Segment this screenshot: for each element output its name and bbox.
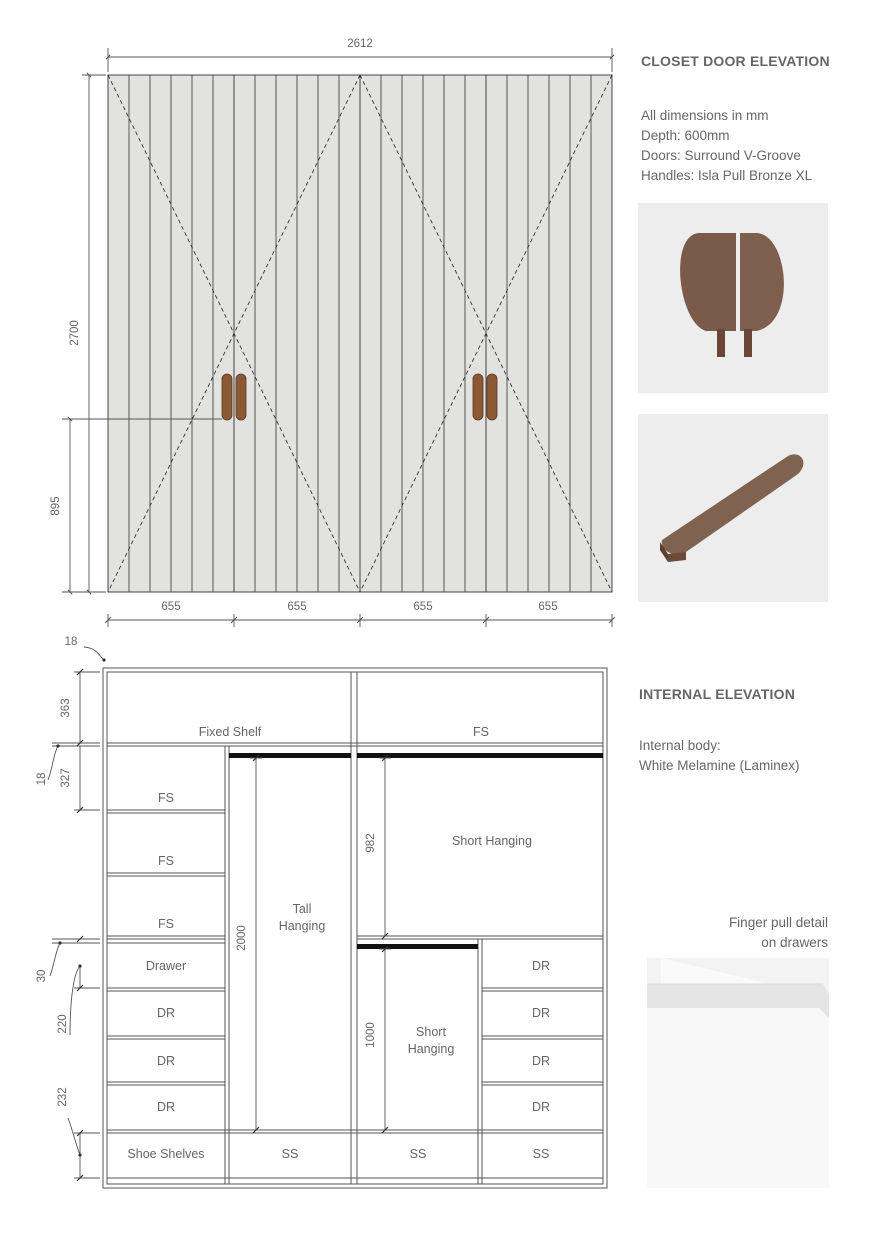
label-fs-1: FS — [158, 791, 174, 805]
dim-overall-height — [82, 75, 106, 592]
label-dr-right-1: DR — [531, 959, 551, 973]
note-handles: Handles: Isla Pull Bronze XL — [641, 168, 813, 183]
note-depth: Depth: 600mm — [641, 128, 730, 143]
dim-overall-width — [108, 48, 612, 72]
label-dr-right-3: DR — [531, 1054, 551, 1068]
internal-elevation-notes — [639, 736, 800, 776]
dim-top-height-label: 363 — [60, 698, 72, 718]
dim-bottom-height-label: 232 — [57, 1087, 69, 1107]
dim-handle-height-label: 895 — [50, 496, 62, 516]
label-ss-1: SS — [281, 1147, 299, 1161]
internal-elevation-title: INTERNAL ELEVATION — [639, 686, 796, 702]
note-doors: Doors: Surround V-Groove — [641, 148, 801, 163]
dim-thickness-label: 18 — [64, 636, 78, 648]
dim-tall-hanging-label: 2000 — [236, 925, 248, 951]
label-shoe-shelves: Shoe Shelves — [127, 1147, 205, 1161]
note-material: White Melamine (Laminex) — [639, 758, 800, 773]
label-short-hanging-split-1: Short — [416, 1025, 446, 1039]
label-fixed-shelf: Fixed Shelf — [198, 725, 262, 739]
dim-overall-height-label: 2700 — [69, 320, 81, 346]
finger-pull-note-line-1: Finger pull detail — [728, 915, 828, 930]
finger-pull-note — [729, 913, 828, 953]
dim-door-width-4: 655 — [538, 601, 558, 613]
dim-door-width-2: 655 — [287, 601, 307, 613]
handle-side-image — [638, 414, 828, 602]
door-elevation-title: CLOSET DOOR ELEVATION — [641, 53, 830, 69]
handle-photo-front — [638, 203, 828, 393]
leader-dots — [56, 658, 105, 1156]
label-tall-hanging-2: Hanging — [278, 919, 326, 933]
label-fs-3: FS — [158, 917, 174, 931]
label-dr-left-1: DR — [156, 1006, 176, 1020]
label-ss-2: SS — [409, 1147, 427, 1161]
label-drawer: Drawer — [145, 959, 187, 973]
dim-door-width-1: 655 — [161, 601, 181, 613]
dim-drawer-height-label: 220 — [57, 1014, 69, 1034]
handle-front-image — [638, 203, 828, 393]
dim-overall-width-label: 2612 — [347, 38, 373, 50]
door-elevation-drawing — [50, 38, 615, 627]
dim-shelf-thickness-label: 18 — [36, 772, 48, 786]
note-internal-body: Internal body: — [639, 738, 721, 753]
label-dr-left-3: DR — [156, 1100, 176, 1114]
handle-photo-side — [638, 414, 828, 602]
label-fs-2: FS — [158, 854, 174, 868]
door-elevation-notes — [641, 106, 812, 186]
label-short-hanging-split-2: Hanging — [407, 1042, 455, 1056]
label-dr-right-2: DR — [531, 1006, 551, 1020]
note-dimensions: All dimensions in mm — [641, 108, 769, 123]
dim-door-width-3: 655 — [413, 601, 433, 613]
label-dr-right-4: DR — [531, 1100, 551, 1114]
dim-gap-label: 30 — [36, 969, 48, 983]
dim-short-lower-label: 1000 — [365, 1022, 377, 1048]
label-tall-hanging-1: Tall — [292, 902, 312, 916]
label-fs-right: FS — [473, 725, 489, 739]
dim-short-upper-label: 982 — [365, 833, 377, 853]
dim-upper-height-label: 327 — [60, 768, 72, 788]
finger-pull-note-line-2: on drawers — [761, 935, 828, 950]
finger-pull-photo — [647, 958, 829, 1188]
label-dr-left-2: DR — [156, 1054, 176, 1068]
label-ss-3: SS — [532, 1147, 550, 1161]
label-short-hanging: Short Hanging — [452, 834, 532, 848]
finger-pull-image — [647, 958, 829, 1188]
dim-door-widths — [105, 614, 615, 627]
